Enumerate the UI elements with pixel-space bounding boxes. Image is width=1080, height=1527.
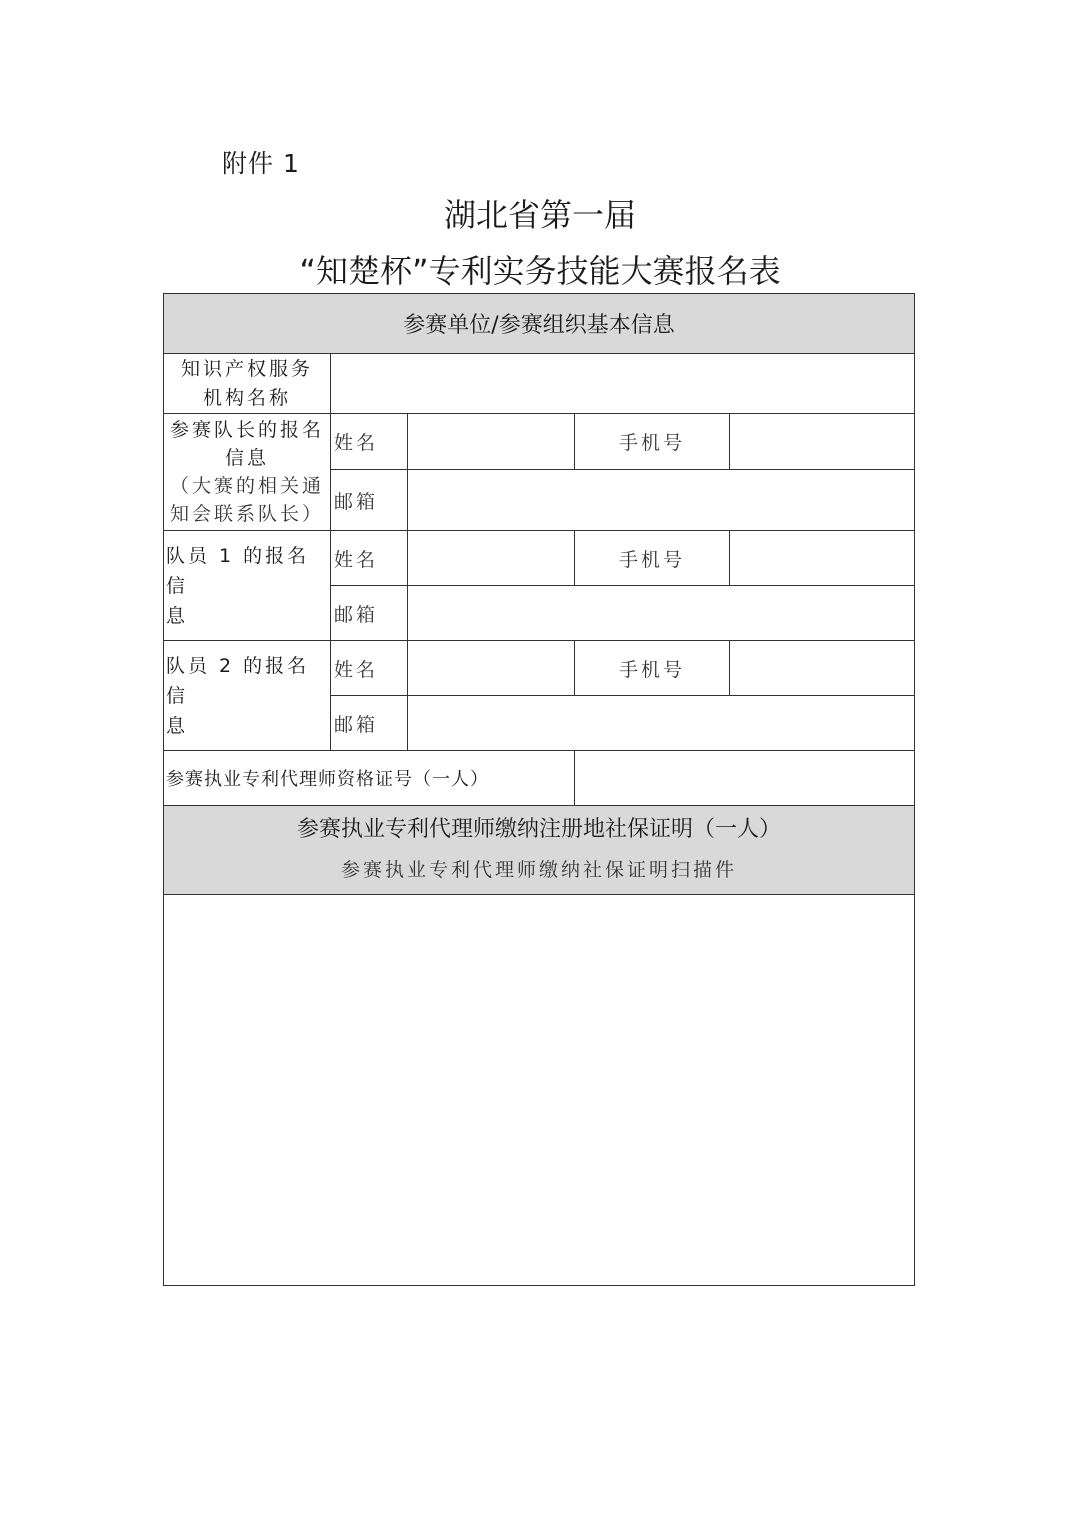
member1-email-label: 邮箱 — [331, 586, 408, 641]
member1-phone-field[interactable] — [730, 531, 914, 586]
member2-phone-label: 手机号 — [575, 641, 730, 696]
member2-label — [164, 641, 331, 751]
captain-label-line2: 信息 — [224, 447, 269, 469]
org-name-label-line2: 机构名称 — [202, 386, 291, 409]
captain-note-line1: （大赛的相关通 — [169, 475, 324, 497]
member1-phone-label: 手机号 — [575, 531, 730, 586]
captain-email-label: 邮箱 — [331, 470, 408, 531]
member1-email-field[interactable] — [408, 586, 914, 641]
member1-name-label: 姓名 — [331, 531, 408, 586]
form-title-line2: “知楚杯”专利实务技能大赛报名表 — [299, 252, 781, 290]
certificate-field[interactable] — [575, 751, 914, 806]
section1-header — [164, 294, 914, 354]
member2-name-field[interactable] — [408, 641, 575, 696]
form-title-line1: 湖北省第一届 — [443, 196, 636, 234]
captain-email-field[interactable] — [408, 470, 914, 531]
certificate-label: 参赛执业专利代理师资格证号（一人） — [164, 751, 575, 806]
member2-name-label: 姓名 — [331, 641, 408, 696]
member1-label-line2: 息 — [166, 604, 189, 627]
org-name-label-line1: 知识产权服务 — [180, 357, 313, 380]
section2-header — [164, 806, 914, 895]
captain-name-field[interactable] — [408, 414, 575, 470]
registration-form-table — [163, 293, 915, 1286]
section2-title: 参赛执业专利代理师缴纳注册地社保证明（一人） — [296, 817, 781, 842]
section1-title: 参赛单位/参赛组织基本信息 — [403, 313, 675, 338]
member1-label — [164, 531, 331, 641]
captain-name-label: 姓名 — [331, 414, 408, 470]
member2-label-line2: 息 — [166, 714, 189, 737]
attachment-label: 附件 1 — [222, 149, 300, 178]
member2-email-field[interactable] — [408, 696, 914, 751]
member2-phone-field[interactable] — [730, 641, 914, 696]
member1-label-line1: 队员 1 的报名信 — [166, 544, 310, 597]
section2-subtitle: 参赛执业专利代理师缴纳社保证明扫描件 — [340, 859, 737, 881]
captain-label — [164, 414, 331, 531]
captain-label-line1: 参赛队长的报名 — [169, 419, 324, 441]
captain-note-line2: 知会联系队长） — [169, 503, 324, 525]
captain-phone-label: 手机号 — [575, 414, 730, 470]
captain-phone-field[interactable] — [730, 414, 914, 470]
member2-email-label: 邮箱 — [331, 696, 408, 751]
org-name-label — [164, 354, 331, 414]
org-name-field[interactable] — [331, 354, 914, 414]
member1-name-field[interactable] — [408, 531, 575, 586]
social-security-scan-area[interactable] — [164, 895, 914, 1285]
member2-label-line1: 队员 2 的报名信 — [166, 654, 310, 707]
